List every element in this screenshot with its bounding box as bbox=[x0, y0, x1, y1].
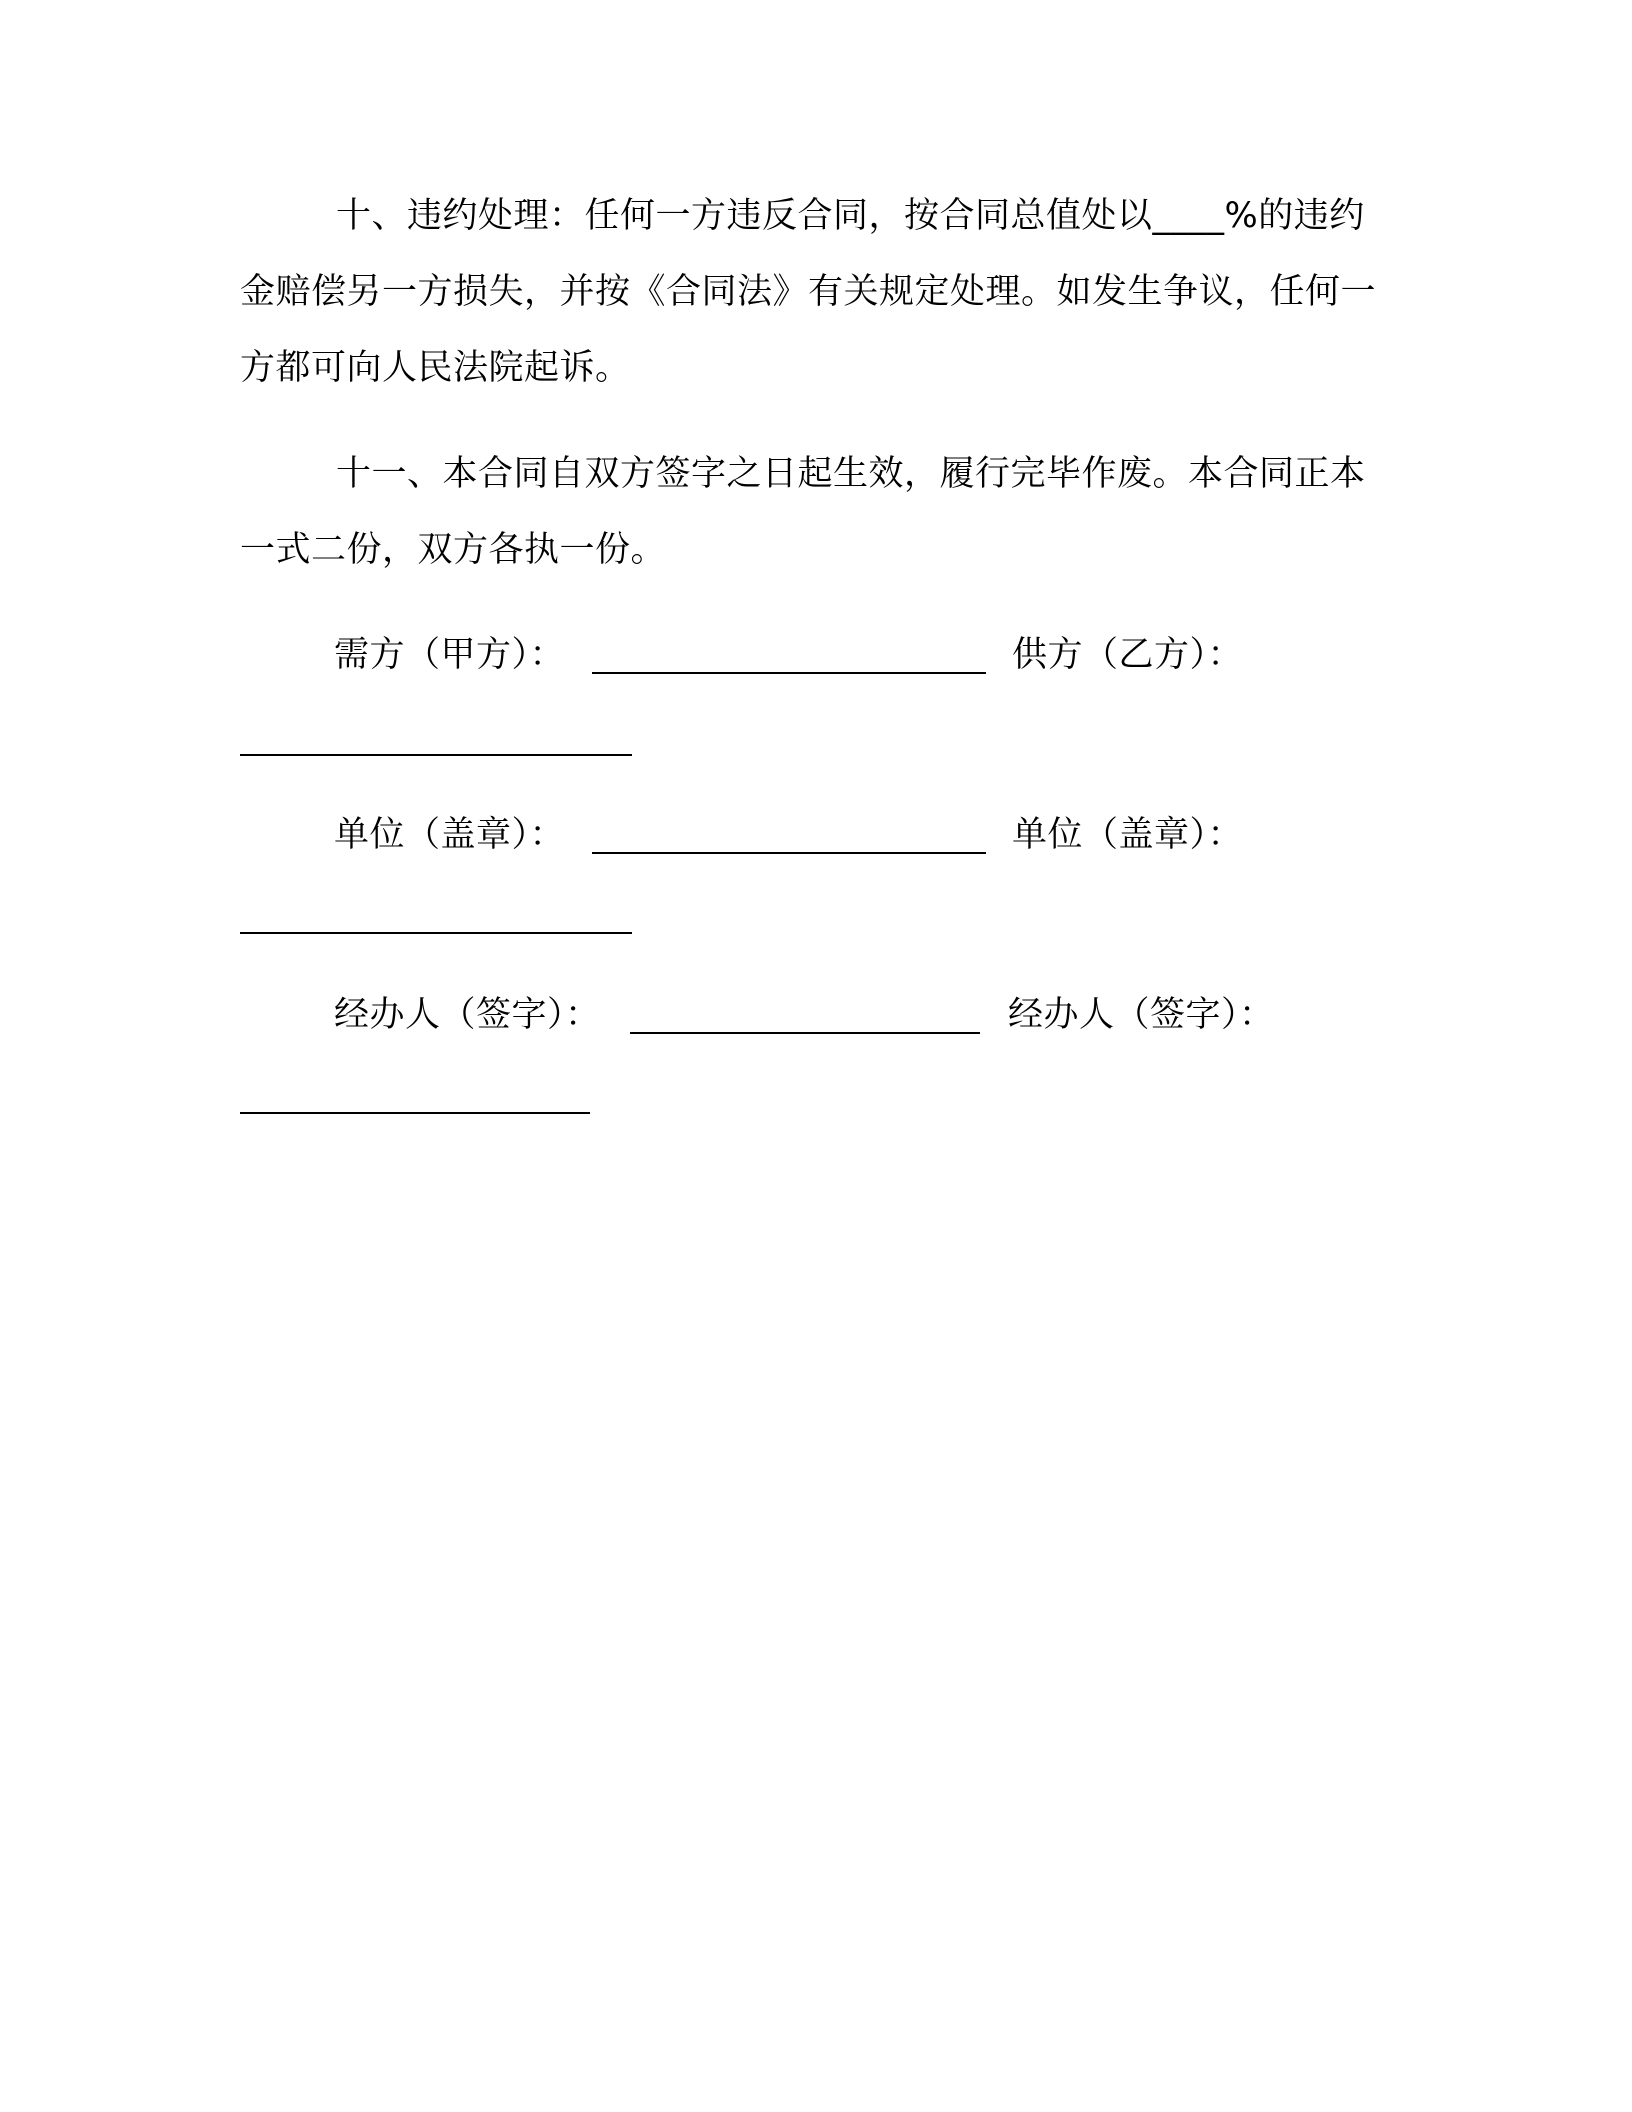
unit-seal-blank-supplier bbox=[240, 932, 632, 934]
unit-seal-label-buyer: 单位（盖章）： bbox=[334, 815, 566, 855]
buyer-blank-line bbox=[592, 672, 986, 674]
clause-10-paragraph bbox=[240, 178, 1390, 406]
buyer-label: 需方（甲方）： bbox=[334, 635, 566, 675]
clause-10-text: 十、违约处理：任何一方违反合同，按合同总值处以____%的违约金赔偿另一方损失，并按《合同法》有关规定处理。如发生争议，任何一方都可向人民法院起诉。 bbox=[240, 196, 1377, 388]
clause-11-paragraph bbox=[240, 436, 1390, 588]
unit-seal-label-supplier: 单位（盖章）： bbox=[1012, 815, 1244, 855]
handler-blank-supplier bbox=[240, 1112, 590, 1114]
unit-seal-blank-buyer bbox=[592, 852, 986, 854]
clause-11-text: 十一、本合同自双方签字之日起生效，履行完毕作废。本合同正本一式二份，双方各执一份。 bbox=[240, 454, 1366, 570]
handler-label-buyer: 经办人（签字）： bbox=[334, 995, 601, 1035]
handler-label-supplier: 经办人（签字）： bbox=[1008, 995, 1275, 1035]
handler-blank-buyer bbox=[630, 1032, 980, 1034]
supplier-blank-line bbox=[240, 754, 632, 756]
supplier-label: 供方（乙方）： bbox=[1012, 635, 1244, 675]
